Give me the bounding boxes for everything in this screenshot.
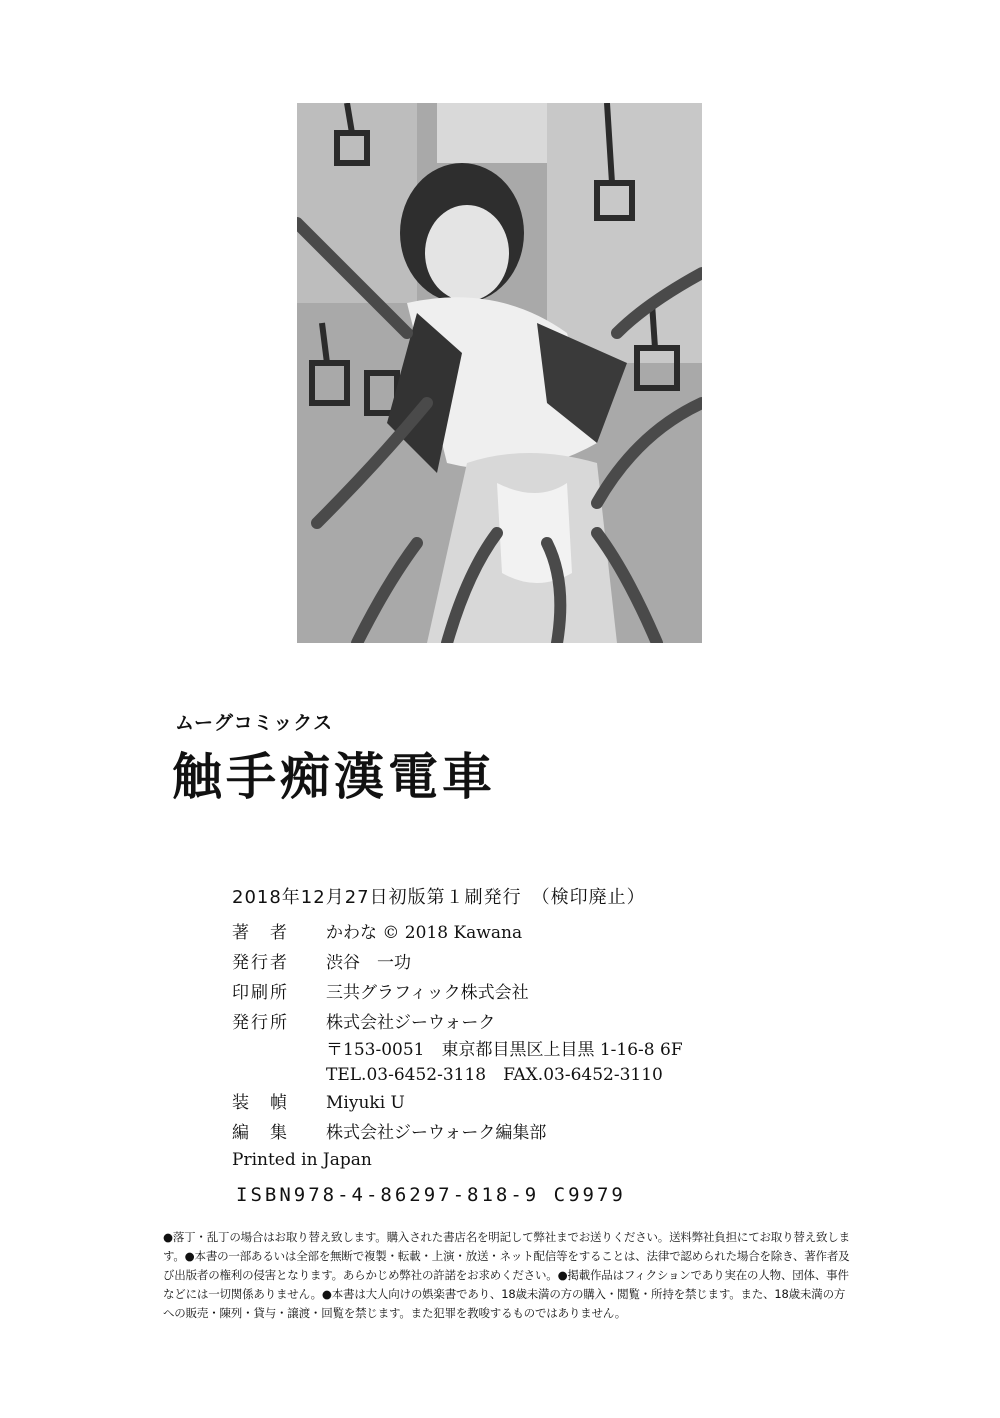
credit-key: 発行所 [232,1013,289,1033]
credit-value: 株式会社ジーウォーク編集部 [326,1123,547,1143]
credit-value: 渋谷 一功 [326,953,411,973]
legal-notice: ●落丁・乱丁の場合はお取り替え致します。購入された書店名を明記して弊社までお送りください。送料弊社負担にてお取り替え致します。●本書の一部あるいは全部を無断で複製・転載・上演・放送・ネット配信等をすることは、法律で認められた場合を除き、著作者及び出版者の権利の侵害となります。あらかじめ弊社の許諾をお求めください。●掲載作品はフィクションであり実在の人物、団体、事件などには一切関係ありません。●本書は大人向けの娯楽書であり、18歳未満の方の購入・閲覧・所持を禁じます。また、18歳未満の方への販売・陳列・貸与・譲渡・回覧を禁じます。また犯罪を教唆するものではありません。 [163,1230,850,1320]
isbn-code: ISBN978-4-86297-818-9 C9979 [236,1184,626,1206]
credit-publisher [232,1008,683,1038]
credit-phone [232,1063,683,1088]
credit-key: 発行者 [232,953,289,973]
credit-publisher-person [232,948,683,978]
credit-editor [232,1118,683,1148]
cover-illustration [297,103,702,643]
credit-value: 三共グラフィック株式会社 [326,983,529,1003]
credit-value: 〒153-0051 東京都目黒区上目黒 1-16-8 6F [326,1040,683,1060]
credit-key: 編 集 [232,1123,289,1143]
credits-block [232,918,683,1148]
publication-date: 2018年12月27日初版第１刷発行 （検印廃止） [232,887,646,908]
credit-key: 著 者 [232,923,289,943]
credit-author [232,918,683,948]
credit-key: 装 幀 [232,1093,289,1113]
credit-address [232,1038,683,1063]
credit-key [232,1038,326,1063]
printed-in: Printed in Japan [232,1150,372,1170]
credit-design [232,1088,683,1118]
illustration-graphic [297,103,702,643]
credit-value: かわな © 2018 Kawana [326,923,523,943]
credit-value: TEL.03-6452-3118 FAX.03-6452-3110 [326,1065,663,1085]
book-title: 触手痴漢電車 [172,748,496,806]
credit-key [232,1063,326,1088]
credit-key: 印刷所 [232,983,289,1003]
credit-value: 株式会社ジーウォーク [326,1013,496,1033]
credit-value: Miyuki U [326,1093,405,1113]
imprint-label: ムーグコミックス [175,712,334,734]
credit-printer [232,978,683,1008]
